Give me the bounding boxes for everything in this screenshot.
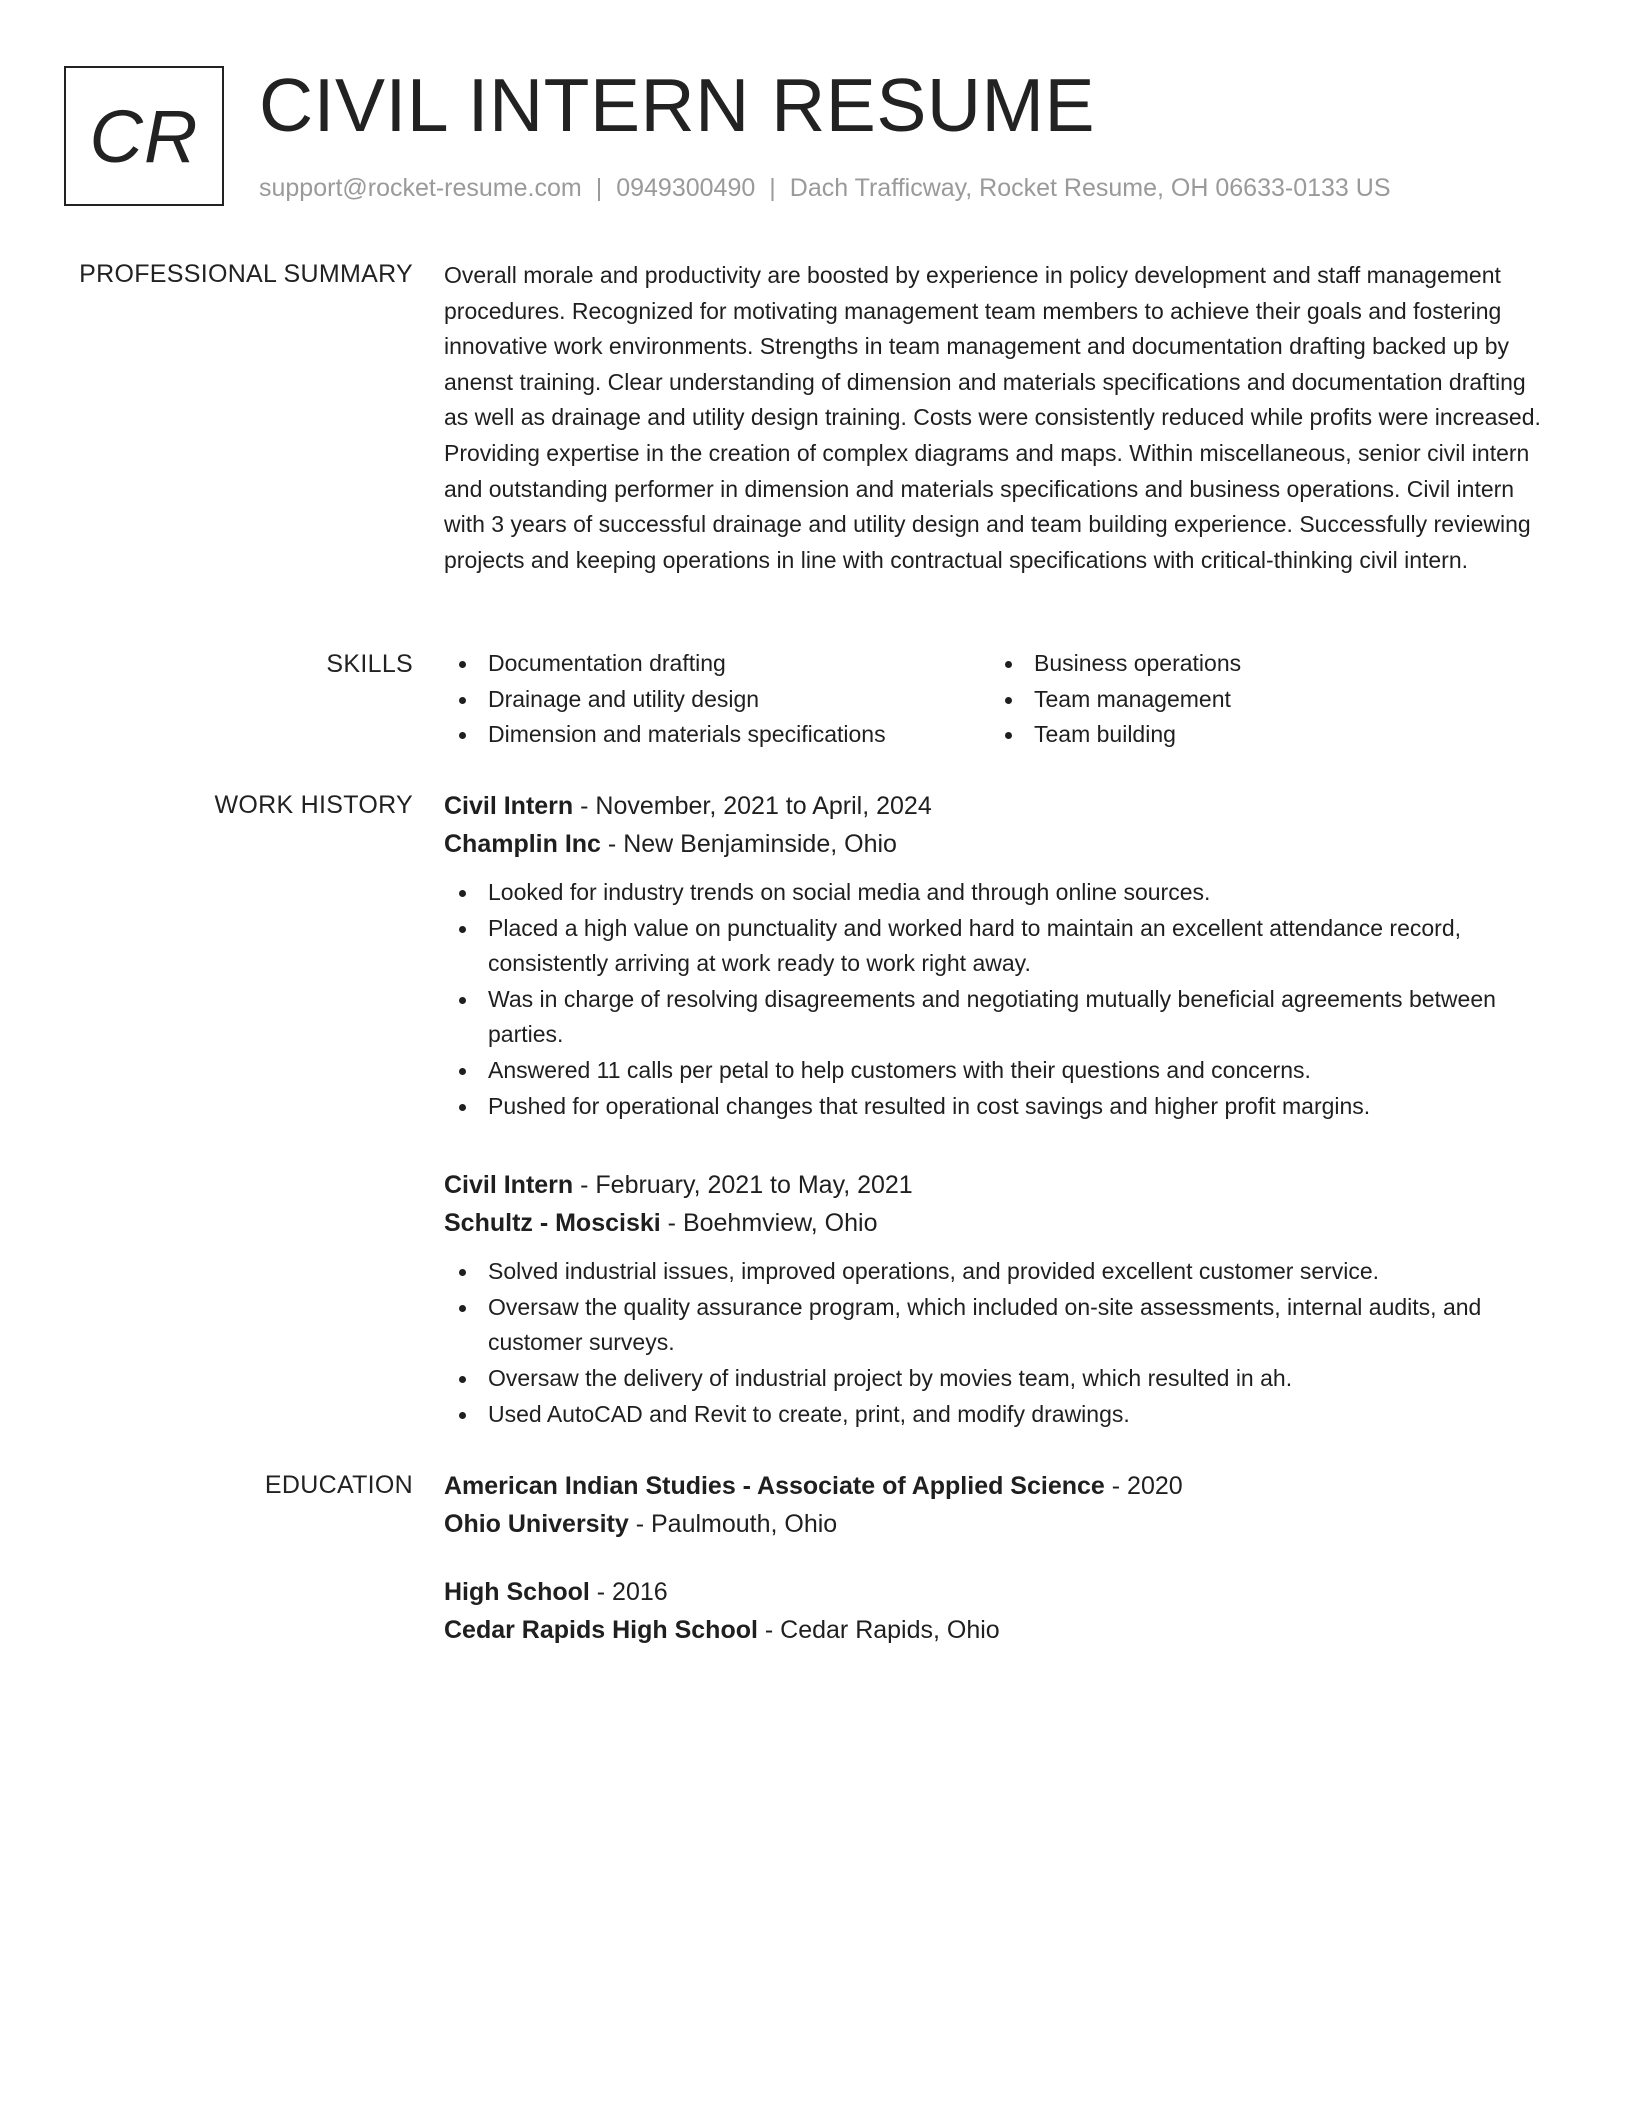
- job-entry: [444, 1166, 1554, 1432]
- job-bullet: Used AutoCAD and Revit to create, print, and modify drawings.: [444, 1397, 1554, 1433]
- job-bullet: Was in charge of resolving disagreements and negotiating mutually beneficial agreements between parties.: [444, 982, 1554, 1053]
- joiner: -: [573, 1171, 596, 1200]
- job-bullet-list: [444, 875, 1554, 1124]
- job-title-line: [444, 787, 1554, 825]
- education-body: [444, 1467, 1554, 1679]
- skills-heading: SKILLS: [326, 650, 413, 678]
- skills-grid: [444, 646, 1554, 753]
- work-history-body: [444, 787, 1554, 1474]
- job-company: Schultz - Mosciski: [444, 1209, 661, 1238]
- skills-body: [444, 646, 1554, 753]
- edu-degree-line: [444, 1467, 1554, 1505]
- education-heading: EDUCATION: [264, 1471, 413, 1499]
- edu-location: Cedar Rapids, Ohio: [780, 1616, 1000, 1644]
- edu-location: Paulmouth, Ohio: [650, 1510, 838, 1538]
- skill-item: Business operations: [990, 646, 1536, 682]
- monogram-badge: CR: [64, 66, 224, 206]
- contact-email[interactable]: support@rocket-resume.com: [259, 174, 582, 202]
- skills-list-left: [444, 646, 990, 753]
- job-bullet: Oversaw the delivery of industrial project by movies team, which resulted in ah.: [444, 1361, 1554, 1397]
- resume-header: [64, 63, 1568, 210]
- edu-school: Cedar Rapids High School: [444, 1616, 758, 1644]
- contact-phone[interactable]: 0949300490: [616, 174, 756, 202]
- job-company-line: [444, 825, 1554, 863]
- edu-year: 2020: [1127, 1472, 1183, 1500]
- job-company: Champlin Inc: [444, 830, 601, 858]
- skills-list-right: [990, 646, 1536, 753]
- job-bullet: Answered 11 calls per petal to help customers with their questions and concerns.: [444, 1053, 1554, 1089]
- job-title: Civil Intern: [444, 792, 574, 820]
- job-bullet: Oversaw the quality assurance program, which included on-site assessments, internal audits, and customer surveys.: [444, 1290, 1554, 1361]
- job-location: New Benjaminside, Ohio: [623, 830, 897, 858]
- job-bullet-list: [444, 1254, 1554, 1432]
- skill-item: Documentation drafting: [444, 646, 990, 682]
- edu-degree: American Indian Studies - Associate of Applied Science: [444, 1472, 1105, 1500]
- summary-body: [444, 258, 1554, 578]
- edu-school-line: [444, 1505, 1554, 1543]
- skill-item: Team management: [990, 682, 1536, 718]
- joiner: -: [573, 792, 596, 820]
- joiner: -: [589, 1578, 613, 1606]
- joiner: -: [660, 1209, 683, 1238]
- joiner: -: [757, 1616, 781, 1644]
- skill-item: Team building: [990, 717, 1536, 753]
- contact-separator: |: [769, 174, 776, 202]
- job-company-line: [444, 1204, 1554, 1242]
- education-entry: [444, 1573, 1554, 1649]
- job-bullet: Placed a high value on punctuality and worked hard to maintain an excellent attendance record, consistently arriving at work ready to work right away.: [444, 911, 1554, 982]
- joiner: -: [1104, 1472, 1128, 1500]
- job-dates: February, 2021 to May, 2021: [595, 1171, 913, 1200]
- skill-item: Dimension and materials specifications: [444, 717, 990, 753]
- job-bullet: Looked for industry trends on social media and through online sources.: [444, 875, 1554, 911]
- resume-title: CIVIL INTERN RESUME: [259, 63, 1096, 147]
- job-bullet: Solved industrial issues, improved operations, and provided excellent customer service.: [444, 1254, 1554, 1290]
- education-entry: [444, 1467, 1554, 1543]
- joiner: -: [628, 1510, 651, 1538]
- joiner: -: [600, 830, 624, 858]
- job-entry: [444, 787, 1554, 1124]
- job-title: Civil Intern: [444, 1171, 574, 1200]
- summary-text: Overall morale and productivity are boosted by experience in policy development and staff management procedures. Recognized for motivating management team members to achieve their goals and fostering innovative work environments. Strengths in team management and documentation drafting backed up by anenst training. Clear understanding of dimension and materials specifications and documentation drafting as well as drainage and utility design training. Costs were consistently reduced while profits were increased. Providing expertise in the creation of complex diagrams and maps. Within miscellaneous, senior civil intern and outstanding performer in dimension and materials specifications and business operations. Civil intern with 3 years of successful drainage and utility design and team building experience. Successfully reviewing projects and keeping operations in line with contractual specifications with critical-thinking civil intern.: [444, 262, 1541, 573]
- edu-degree-line: [444, 1573, 1554, 1611]
- edu-year: 2016: [612, 1578, 668, 1606]
- job-title-line: [444, 1166, 1554, 1204]
- contact-address: Dach Trafficway, Rocket Resume, OH 06633-0133 US: [789, 174, 1391, 202]
- work-history-heading: WORK HISTORY: [214, 791, 413, 819]
- summary-heading: PROFESSIONAL SUMMARY: [79, 260, 413, 288]
- job-bullet: Pushed for operational changes that resulted in cost savings and higher profit margins.: [444, 1089, 1554, 1125]
- edu-school: Ohio University: [444, 1510, 629, 1538]
- skill-item: Drainage and utility design: [444, 682, 990, 718]
- job-location: Boehmview, Ohio: [682, 1209, 878, 1238]
- edu-degree: High School: [444, 1578, 590, 1606]
- job-dates: November, 2021 to April, 2024: [595, 792, 932, 820]
- edu-school-line: [444, 1611, 1554, 1649]
- contact-line: [259, 174, 1391, 203]
- contact-separator: |: [595, 174, 603, 202]
